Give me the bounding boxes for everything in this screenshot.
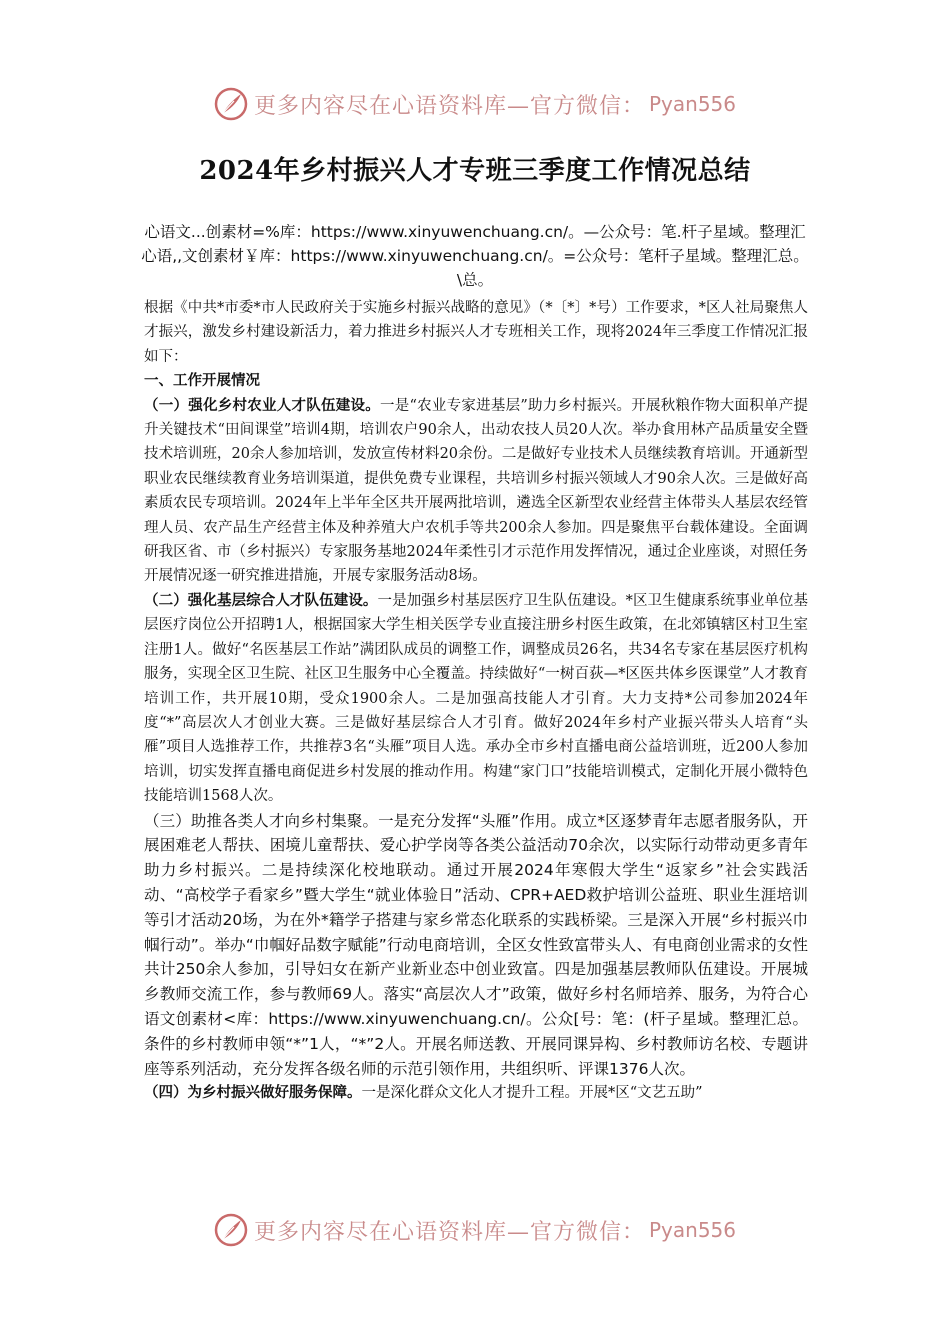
banner-wechat-id: Pyan556 xyxy=(649,1218,737,1242)
paragraph-section-1 xyxy=(144,394,808,589)
footer-banner xyxy=(0,1210,950,1250)
document-title: 2024年乡村振兴人才专班三季度工作情况总结 xyxy=(199,156,751,186)
section-heading: 一、工作开展情况 xyxy=(144,373,260,390)
section-1-lead: （一）强化乡村农业人才队伍建设。 xyxy=(144,397,380,414)
paragraph-section-4 xyxy=(144,1081,808,1105)
paragraph-preface: 根据《中共*市委*市人民政府关于实施乡村振兴战略的意见》（*〔*〕*号）工作要求，*区人社局聚焦人才振兴，激发乡村建设新活力，着力推进乡村振兴人才专班相关工作，现将2024年三季度工作情况汇报如下： xyxy=(144,300,808,365)
document-body xyxy=(144,296,808,1106)
section-2-body: 一是加强乡村基层医疗卫生队伍建设。*区卫生健康系统事业单位基层医疗岗位公开招聘1人，根据国家大学生相关医学专业直接注册乡村医生政策，在北郊镇辖区村卫生室注册1人。做好“名医基层工作站”满团队成员的调整工作，调整成员26名，共34名专家在基层医疗机构服务，实现全区卫生院、社区卫生服务中心全覆盖。持续做好“一树百荻—*区医共体乡医课堂”人才教育培训工作，共开展10期，受众1900余人。二是加强高技能人才引育。大力支持*公司参加2024年度“*”高层次人才创业大赛。三是做好基层综合人才引育。做好2024年乡村产业振兴带头人培育“头雁”项目人选推荐工作，共推荐3名“头雁”项目人选。承办全市乡村直播电商公益培训班，近200人参加培训，切实发挥直播电商促进乡村发展的推动作用。构建“家门口”技能培训模式，定制化开展小微特色技能培训1568人次。 xyxy=(144,592,809,805)
banner-text: 更多内容尽在心语资料库—官方微信： xyxy=(253,1219,645,1245)
banner-wechat-id: Pyan556 xyxy=(649,92,737,116)
section-4-lead: （四）为乡村振兴做好服务保障。 xyxy=(144,1085,362,1102)
section-1-body: 一是“农业专家进基层”助力乡村振兴。开展秋粮作物大面积单产提升关键技术“田间课堂”培训4期，培训农户90余人，出动农技人员20人次。举办食用林产品质量安全暨技术培训班，20余人参加培训，发放宣传材料20余份。二是做好专业技术人员继续教育培训。开通新型职业农民继续教育业务培训渠道，提供免费专业课程，共培训乡村振兴领域人才90余人次。三是做好高素质农民专项培训。2024年上半年全区共开展两批培训，遴选全区新型农业经营主体带头人基层农经管理人员、农产品生产经营主体及种养殖大户农机手等共200余人参加。四是聚焦平台载体建设。全面调研我区省、市（乡村振兴）专家服务基地2024年柔性引才示范作用发挥情况，通过企业座谈，对照任务开展情况逐一研究推进措施，开展专家服务活动8场。 xyxy=(144,397,809,585)
paragraph-section-3: （三）助推各类人才向乡村集聚。一是充分发挥“头雁”作用。成立*区逐梦青年志愿者服务队，开展困难老人帮扶、困境儿童帮扶、爱心护学岗等各类公益活动70余次，以实际行动带动更多青年助力乡村振兴。二是持续深化校地联动。通过开展2024年寒假大学生“返家乡”社会实践活动、“高校学子看家乡”暨大学生“就业体验日”活动、CPR+AED救护培训公益班、职业生涯培训等引才活动20场，为在外*籍学子搭建与家乡常态化联系的实践桥梁。三是深入开展“乡村振兴巾帼行动”。举办“巾帼好品数字赋能”行动电商培训，全区女性致富带头人、有电商创业需求的女性共计250余人参加，引导妇女在新产业新业态中创业致富。四是加强基层教师队伍建设。开展城乡教师交流工作，参与教师69人。落实“高层次人才”政策，做好乡村名师培养、服务，为符合心语文创素材<库：https://www.xinyuwenchuang.cn/。公众[号：笔：(杆子星域。整理汇总。条件的乡村教师申领“*”1人，“*”2人。开展名师送教、开展同课异构、乡村教师访名校、专题讲座等系列活动，充分发挥各级名师的示范引领作用，共组织听、评课1376人次。 xyxy=(144,811,808,1078)
header-banner xyxy=(0,84,950,124)
feather-pen-logo-icon xyxy=(214,87,248,121)
section-2-lead: （二）强化基层综合人才队伍建设。 xyxy=(144,592,378,609)
paragraph-section-2 xyxy=(144,589,808,809)
banner-text: 更多内容尽在心语资料库—官方微信： xyxy=(253,93,645,119)
intro-watermark-text: 心语文...创素材=%库：https://www.xinyuwenchuang.cn/。—公众号：笔.杆子星域。整理汇心语,,文创素材￥库：https://www.xinyuwenchuang.cn/。=公众号：笔杆子星域。整理汇总。\总。 xyxy=(141,223,809,289)
feather-pen-logo-icon xyxy=(214,1213,248,1247)
section-4-body: 一是深化群众文化人才提升工程。开展*区“文艺五助” xyxy=(361,1085,703,1102)
